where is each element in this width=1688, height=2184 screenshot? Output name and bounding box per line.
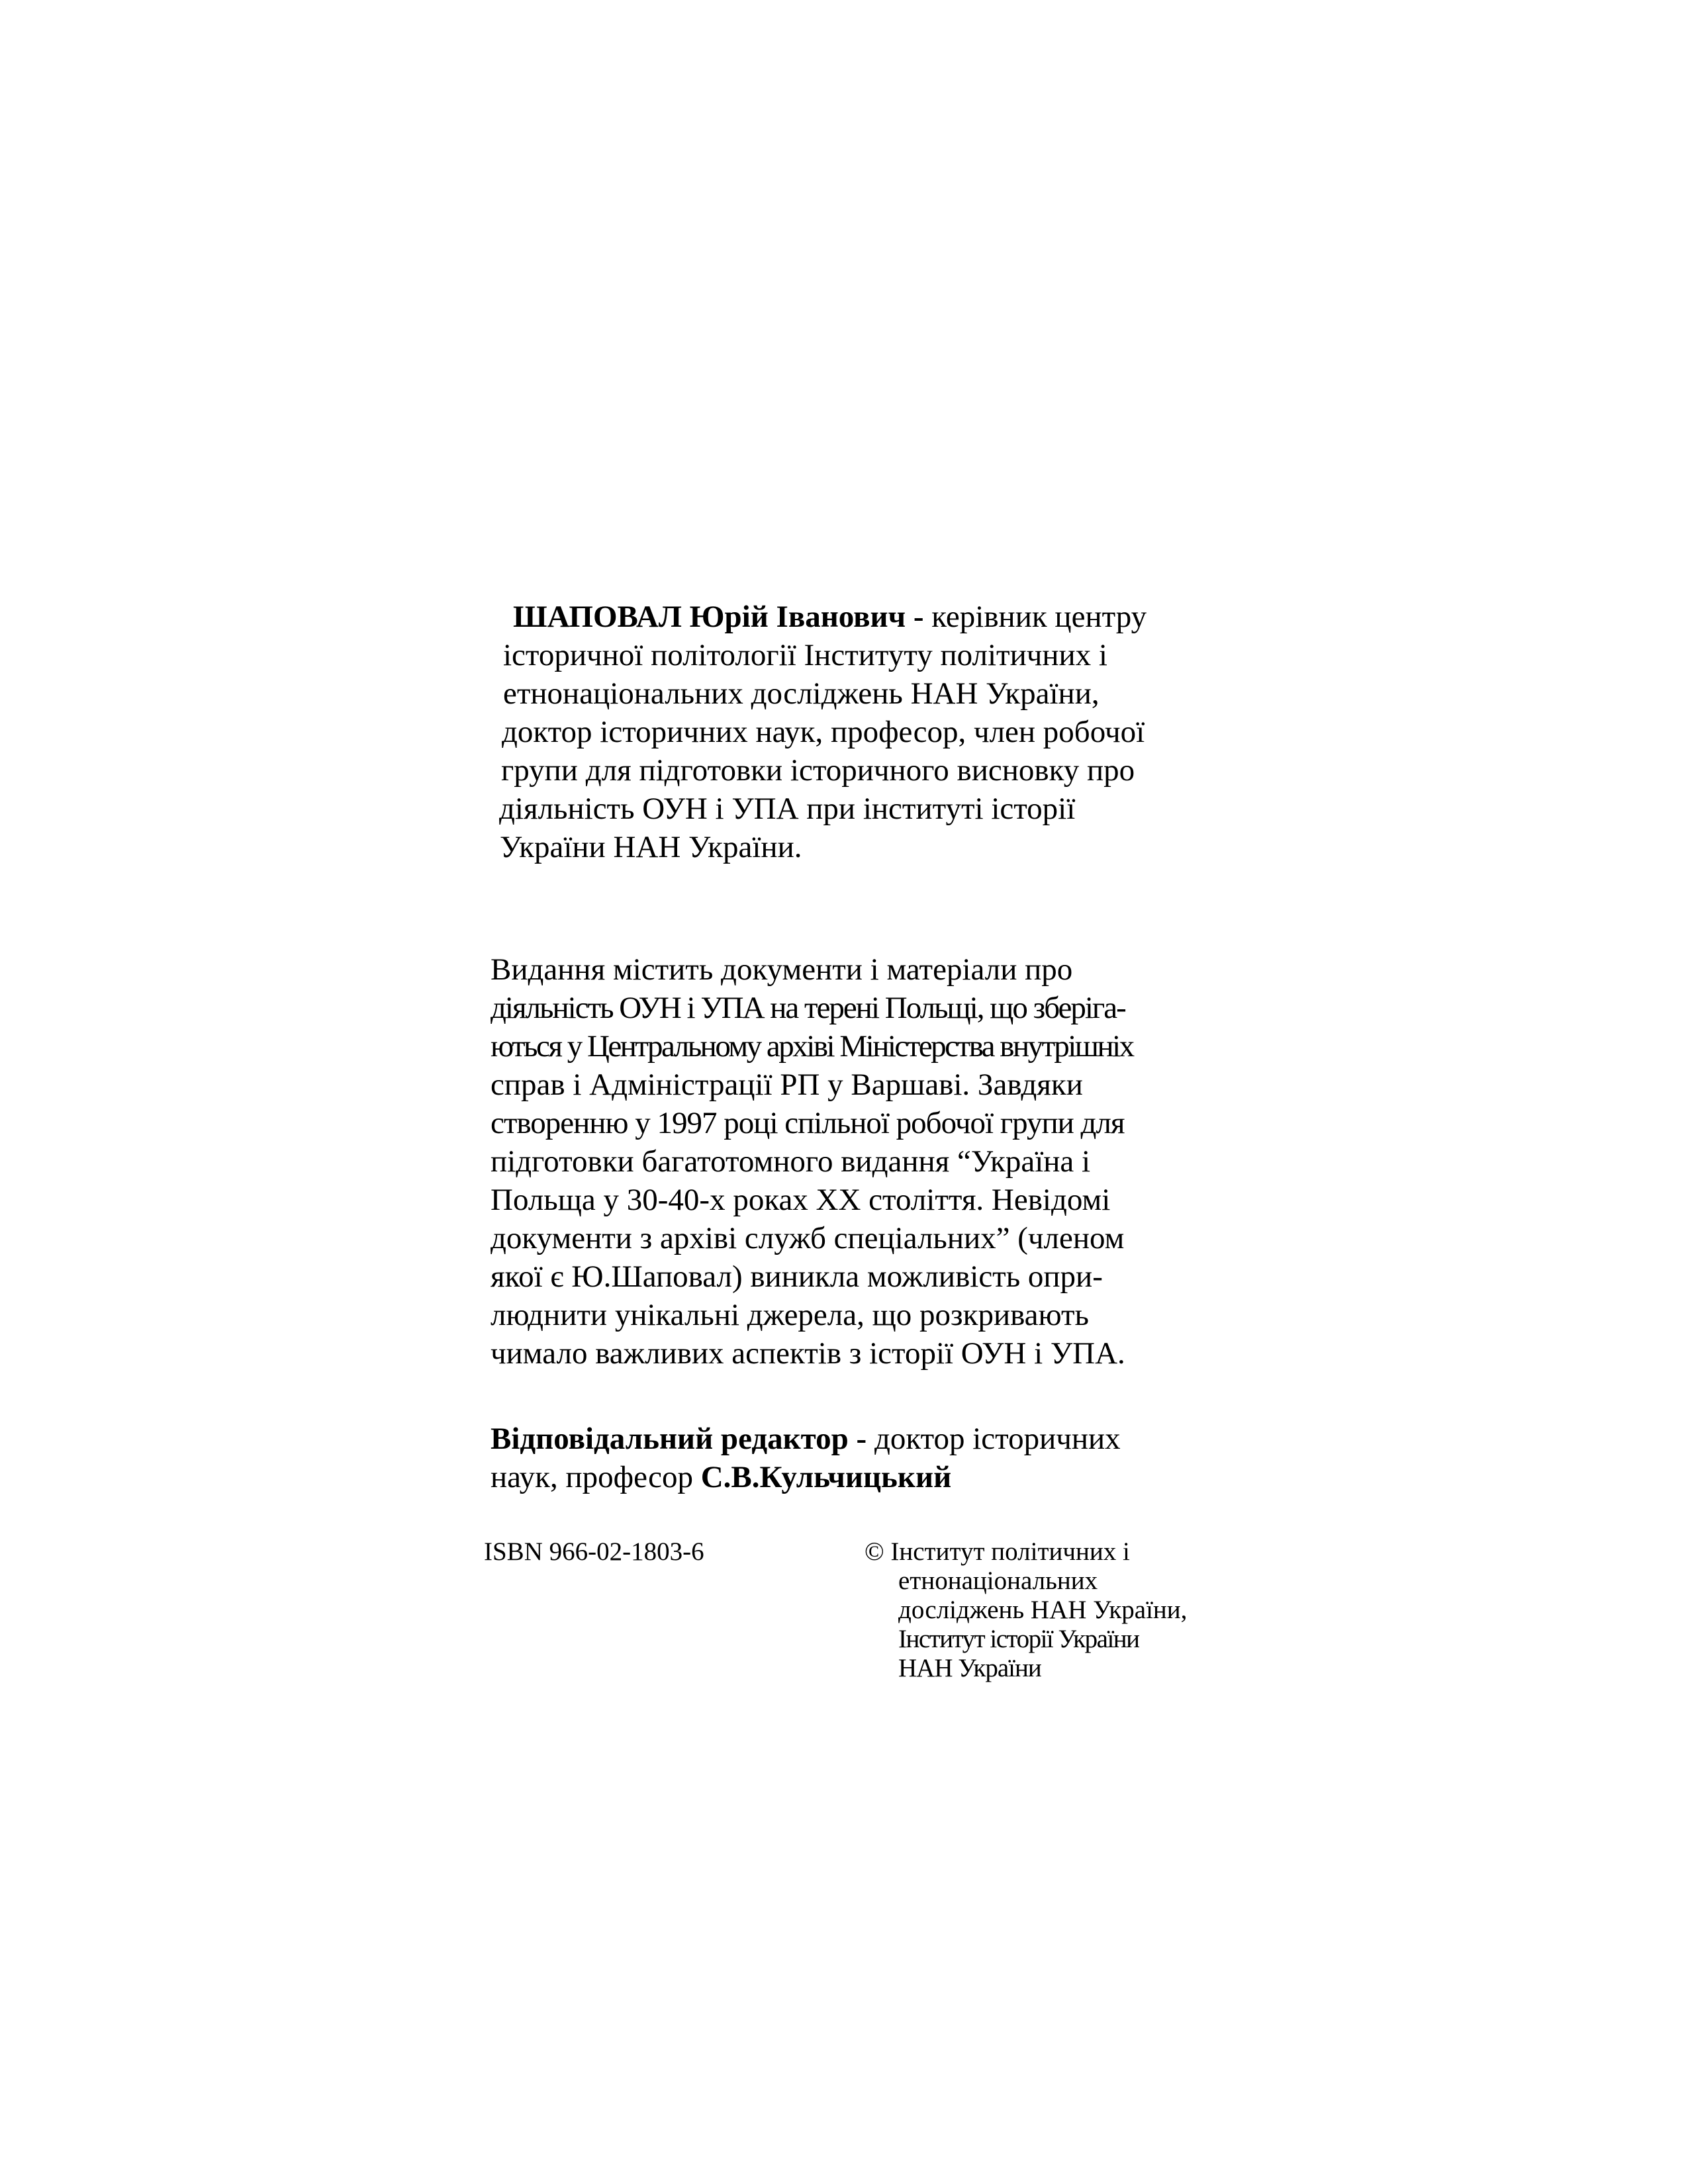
description-line: якої є Ю.Шаповал) виникла можливість опри- [491, 1259, 1103, 1294]
isbn: ISBN 966-02-1803-6 [484, 1537, 704, 1566]
author-bio-line: групи для підготовки історичного висновку про [501, 753, 1135, 788]
editor-name: С.В.Кульчицький [700, 1460, 952, 1494]
editor-line [491, 1459, 951, 1496]
copyright-line: НАН України [898, 1654, 1041, 1682]
description-line: підготовки багатотомного видання “Україна і [491, 1144, 1091, 1179]
description-line: діяльність ОУН і УПА на терені Польщі, що зберіга- [491, 991, 1125, 1025]
editor-line [491, 1420, 1121, 1457]
description-line: ються у Центральному архіві Міністерства внутрішніх [491, 1029, 1133, 1064]
copyright-line: етнонаціональних [898, 1567, 1098, 1595]
editor-title: наук, професор [491, 1460, 701, 1494]
author-bio-line [513, 598, 1147, 635]
copyright-line: © Інститут політичних і [865, 1537, 1130, 1566]
description-line: люднити унікальні джерела, що розкривають [491, 1298, 1089, 1332]
description-line: створенню у 1997 році спільної робочої групи для [491, 1106, 1125, 1140]
description-line: Польща у 30-40-х роках ХХ століття. Невідомі [491, 1183, 1111, 1217]
description-line: документи з архіві служб спеціальних” (членом [491, 1221, 1125, 1255]
description-line: справ і Адміністрації РП у Варшаві. Завдяки [491, 1068, 1083, 1102]
author-position: керівник центру [923, 600, 1147, 634]
author-bio-line: етнонаціональних досліджень НАН України, [503, 676, 1100, 711]
editor-role: Відповідальний редактор - [491, 1422, 867, 1456]
author-bio-line: України НАН України. [500, 830, 802, 864]
author-bio-line: діяльність ОУН і УПА при інституті історії [499, 792, 1076, 826]
author-bio-line: історичної політології Інституту політичних і [503, 638, 1107, 672]
author-bio-line: доктор історичних наук, професор, член робочої [502, 715, 1145, 749]
description-line: Видання містить документи і матеріали про [491, 952, 1073, 987]
editor-degree: доктор історичних [867, 1422, 1121, 1456]
copyright-line: досліджень НАН України, [898, 1596, 1188, 1624]
description-line: чимало важливих аспектів з історії ОУН і УПА. [491, 1336, 1125, 1371]
author-name: ШАПОВАЛ Юрій Іванович - [513, 600, 924, 634]
copyright-line: Інститут історії України [898, 1625, 1139, 1653]
